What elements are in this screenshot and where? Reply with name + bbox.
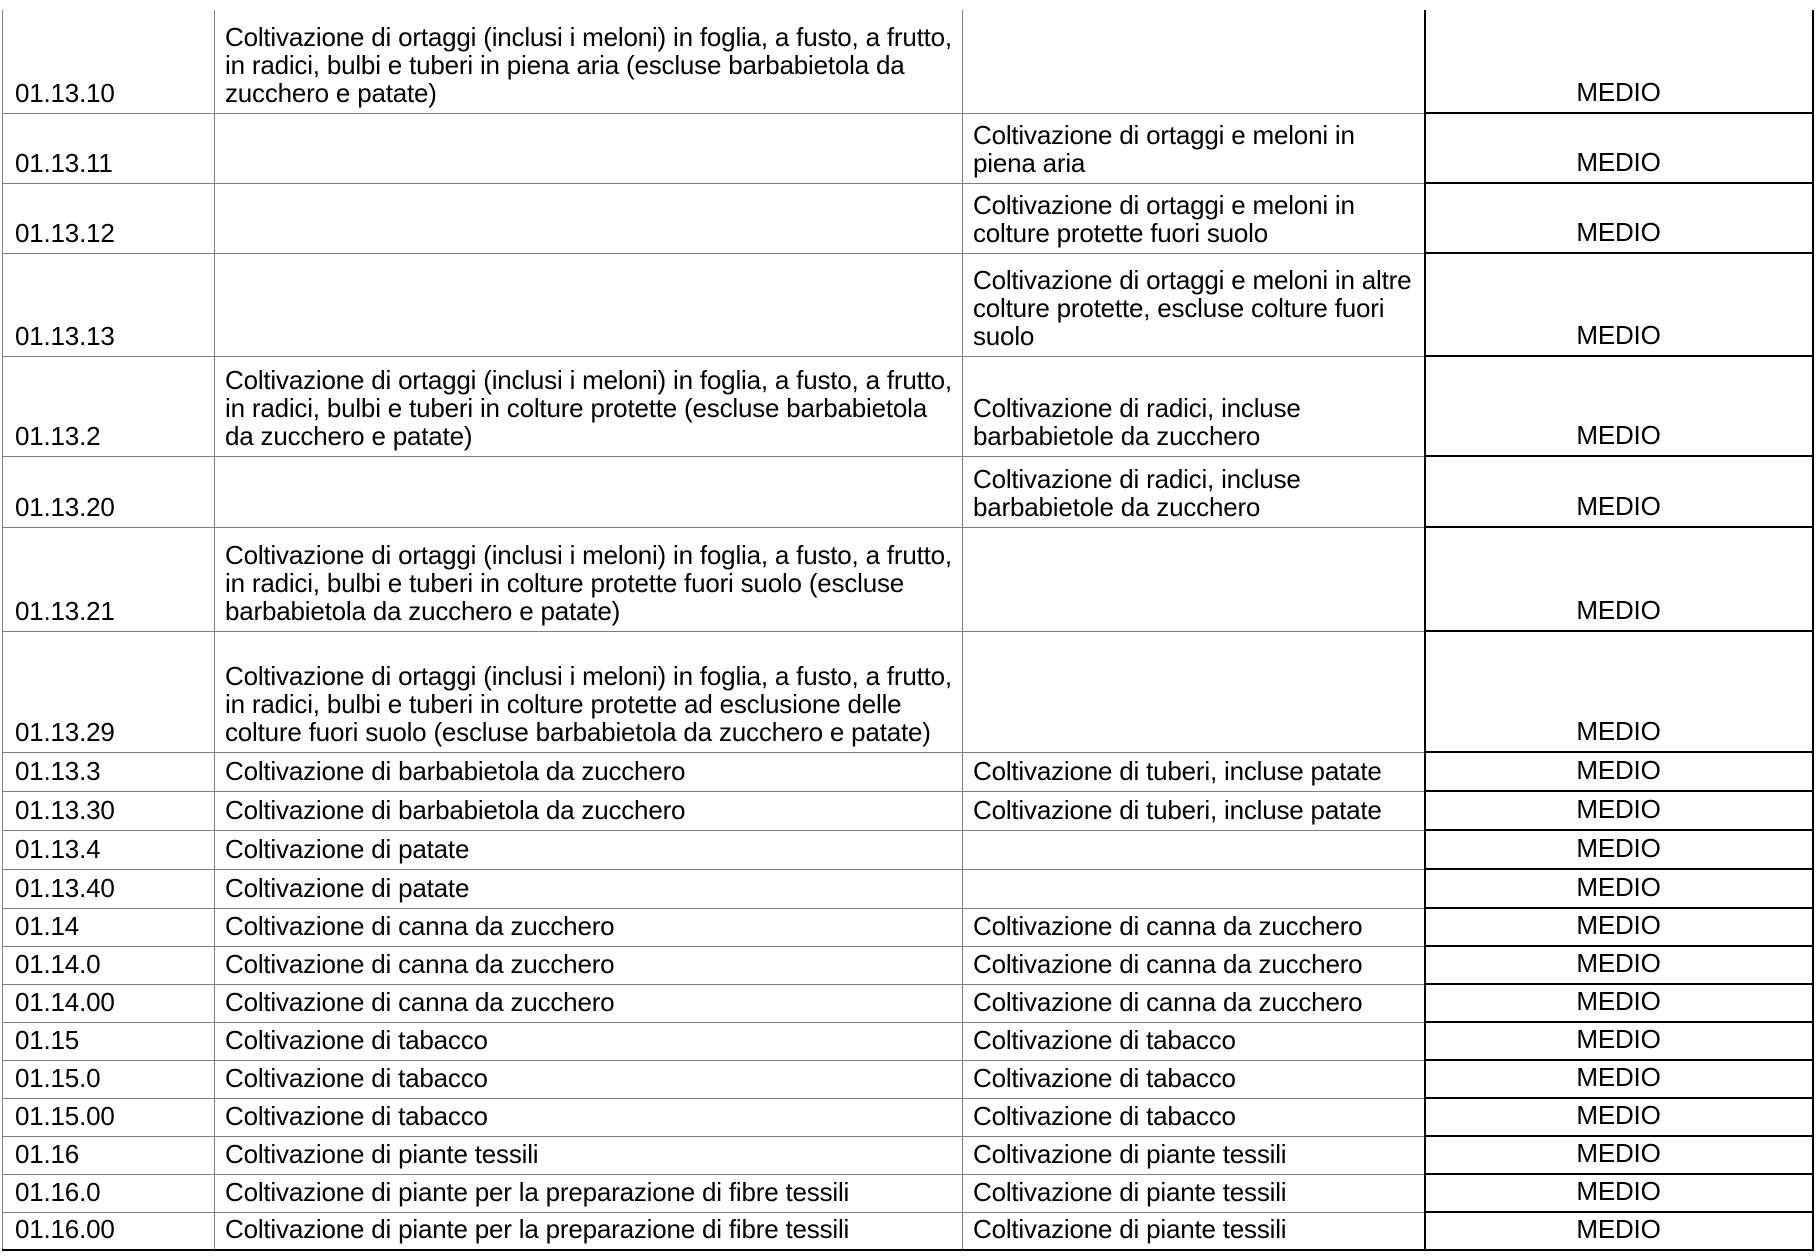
- cell-ateco-code: 01.16.0: [3, 1174, 215, 1212]
- cell-ateco-code: 01.15.0: [3, 1060, 215, 1098]
- cell-description-category: Coltivazione di radici, incluse barbabietole da zucchero: [963, 456, 1425, 527]
- cell-risk-level: MEDIO: [1425, 113, 1813, 183]
- cell-ateco-code: 01.13.4: [3, 830, 215, 869]
- cell-ateco-code: 01.15.00: [3, 1098, 215, 1136]
- cell-risk-level: MEDIO: [1425, 1098, 1813, 1136]
- table-row: [3, 1212, 1813, 1250]
- cell-risk-level: MEDIO: [1425, 631, 1813, 752]
- cell-risk-level: MEDIO: [1425, 908, 1813, 946]
- table-row: [3, 10, 1813, 113]
- cell-description-category: Coltivazione di tuberi, incluse patate: [963, 752, 1425, 791]
- cell-description-detail: [215, 253, 963, 356]
- cell-ateco-code: 01.13.3: [3, 752, 215, 791]
- cell-ateco-code: 01.13.30: [3, 791, 215, 830]
- table-row: [3, 984, 1813, 1022]
- table-row: [3, 356, 1813, 456]
- cell-description-detail: Coltivazione di piante per la preparazione di fibre tessili: [215, 1174, 963, 1212]
- cell-ateco-code: 01.14: [3, 908, 215, 946]
- cell-description-detail: Coltivazione di canna da zucchero: [215, 984, 963, 1022]
- cell-ateco-code: 01.13.21: [3, 527, 215, 631]
- table-row: [3, 1022, 1813, 1060]
- table-row: [3, 1136, 1813, 1174]
- cell-description-category: Coltivazione di tabacco: [963, 1060, 1425, 1098]
- cell-ateco-code: 01.13.10: [3, 10, 215, 113]
- cell-risk-level: MEDIO: [1425, 1022, 1813, 1060]
- cell-description-detail: Coltivazione di ortaggi (inclusi i meloni) in foglia, a fusto, a frutto, in radici, bulbi e tuberi in piena aria (escluse barbabietola da zucchero e patate): [215, 10, 963, 113]
- cell-risk-level: MEDIO: [1425, 869, 1813, 908]
- cell-ateco-code: 01.16: [3, 1136, 215, 1174]
- cell-risk-level: MEDIO: [1425, 946, 1813, 984]
- cell-description-category: Coltivazione di piante tessili: [963, 1212, 1425, 1250]
- cell-description-category: [963, 631, 1425, 752]
- cell-description-detail: Coltivazione di patate: [215, 830, 963, 869]
- cell-description-detail: Coltivazione di tabacco: [215, 1098, 963, 1136]
- table-row: [3, 456, 1813, 527]
- ateco-risk-table: [2, 10, 1814, 1251]
- table-row: [3, 631, 1813, 752]
- cell-risk-level: MEDIO: [1425, 253, 1813, 356]
- table-row: [3, 869, 1813, 908]
- cell-ateco-code: 01.16.00: [3, 1212, 215, 1250]
- cell-ateco-code: 01.13.12: [3, 183, 215, 253]
- cell-description-category: Coltivazione di ortaggi e meloni in colture protette fuori suolo: [963, 183, 1425, 253]
- cell-risk-level: MEDIO: [1425, 456, 1813, 527]
- table-row: [3, 1098, 1813, 1136]
- table-body: [3, 10, 1813, 1250]
- cell-description-category: [963, 527, 1425, 631]
- cell-risk-level: MEDIO: [1425, 1212, 1813, 1250]
- table-row: [3, 946, 1813, 984]
- cell-description-detail: Coltivazione di canna da zucchero: [215, 908, 963, 946]
- cell-description-category: Coltivazione di piante tessili: [963, 1174, 1425, 1212]
- cell-description-category: Coltivazione di tabacco: [963, 1022, 1425, 1060]
- cell-risk-level: MEDIO: [1425, 356, 1813, 456]
- cell-description-detail: Coltivazione di canna da zucchero: [215, 946, 963, 984]
- cell-ateco-code: 01.14.0: [3, 946, 215, 984]
- cell-risk-level: MEDIO: [1425, 1174, 1813, 1212]
- cell-ateco-code: 01.13.13: [3, 253, 215, 356]
- cell-description-category: Coltivazione di tabacco: [963, 1098, 1425, 1136]
- cell-description-detail: [215, 113, 963, 183]
- cell-risk-level: MEDIO: [1425, 10, 1813, 113]
- table-row: [3, 908, 1813, 946]
- cell-description-category: Coltivazione di canna da zucchero: [963, 984, 1425, 1022]
- cell-ateco-code: 01.13.29: [3, 631, 215, 752]
- table-row: [3, 1060, 1813, 1098]
- cell-description-detail: Coltivazione di ortaggi (inclusi i meloni) in foglia, a fusto, a frutto, in radici, bulbi e tuberi in colture protette (escluse barbabietola da zucchero e patate): [215, 356, 963, 456]
- cell-ateco-code: 01.13.40: [3, 869, 215, 908]
- cell-description-detail: Coltivazione di piante tessili: [215, 1136, 963, 1174]
- cell-ateco-code: 01.14.00: [3, 984, 215, 1022]
- cell-risk-level: MEDIO: [1425, 1136, 1813, 1174]
- cell-description-category: Coltivazione di ortaggi e meloni in altre colture protette, escluse colture fuori suolo: [963, 253, 1425, 356]
- cell-description-category: [963, 869, 1425, 908]
- cell-ateco-code: 01.13.11: [3, 113, 215, 183]
- cell-description-detail: Coltivazione di tabacco: [215, 1060, 963, 1098]
- cell-description-category: Coltivazione di radici, incluse barbabietole da zucchero: [963, 356, 1425, 456]
- cell-description-category: Coltivazione di piante tessili: [963, 1136, 1425, 1174]
- cell-description-category: [963, 10, 1425, 113]
- cell-description-detail: Coltivazione di ortaggi (inclusi i meloni) in foglia, a fusto, a frutto, in radici, bulbi e tuberi in colture protette ad esclusione delle colture fuori suolo (escluse barbabietola da zucchero e patate): [215, 631, 963, 752]
- table-row: [3, 113, 1813, 183]
- cell-risk-level: MEDIO: [1425, 752, 1813, 791]
- cell-ateco-code: 01.13.20: [3, 456, 215, 527]
- cell-description-category: [963, 830, 1425, 869]
- cell-description-category: Coltivazione di canna da zucchero: [963, 908, 1425, 946]
- table-row: [3, 791, 1813, 830]
- table-row: [3, 752, 1813, 791]
- cell-description-category: Coltivazione di ortaggi e meloni in piena aria: [963, 113, 1425, 183]
- cell-risk-level: MEDIO: [1425, 830, 1813, 869]
- cell-description-detail: [215, 456, 963, 527]
- table-row: [3, 1174, 1813, 1212]
- cell-risk-level: MEDIO: [1425, 791, 1813, 830]
- cell-description-detail: Coltivazione di tabacco: [215, 1022, 963, 1060]
- table-row: [3, 183, 1813, 253]
- cell-description-detail: [215, 183, 963, 253]
- table-row: [3, 830, 1813, 869]
- cell-description-category: Coltivazione di tuberi, incluse patate: [963, 791, 1425, 830]
- cell-description-detail: Coltivazione di barbabietola da zucchero: [215, 752, 963, 791]
- cell-description-detail: Coltivazione di ortaggi (inclusi i meloni) in foglia, a fusto, a frutto, in radici, bulbi e tuberi in colture protette fuori suolo (escluse barbabietola da zucchero e patate): [215, 527, 963, 631]
- cell-risk-level: MEDIO: [1425, 1060, 1813, 1098]
- cell-description-category: Coltivazione di canna da zucchero: [963, 946, 1425, 984]
- cell-risk-level: MEDIO: [1425, 527, 1813, 631]
- table-row: [3, 527, 1813, 631]
- cell-ateco-code: 01.13.2: [3, 356, 215, 456]
- cell-risk-level: MEDIO: [1425, 984, 1813, 1022]
- cell-description-detail: Coltivazione di piante per la preparazione di fibre tessili: [215, 1212, 963, 1250]
- cell-description-detail: Coltivazione di barbabietola da zucchero: [215, 791, 963, 830]
- cell-risk-level: MEDIO: [1425, 183, 1813, 253]
- cell-ateco-code: 01.15: [3, 1022, 215, 1060]
- table-row: [3, 253, 1813, 356]
- cell-description-detail: Coltivazione di patate: [215, 869, 963, 908]
